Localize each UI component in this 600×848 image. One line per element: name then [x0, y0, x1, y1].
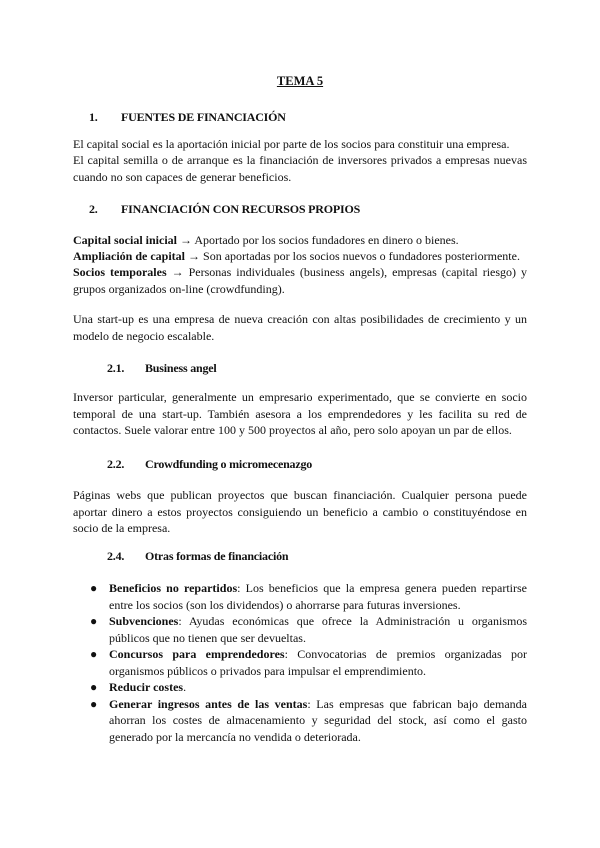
list-item — [73, 696, 527, 746]
list-item-term: Generar ingresos antes de las ventas — [109, 696, 308, 711]
startup-definition: Una start-up es una empresa de nueva creación con altas posibilidades de crecimiento y un modelo de negocio escalable. — [73, 312, 527, 343]
bullet-icon: ● — [90, 581, 98, 595]
subsection-2-1-title: Business angel — [145, 361, 217, 375]
subsection-2-1-heading — [107, 361, 217, 376]
section-2-heading — [89, 202, 360, 217]
list-item-text: : Ayudas económicas que ofrece la Administración u organismos públicos que no tienen que ser devueltas. — [109, 614, 527, 645]
subsection-2-4-title: Otras formas de financiación — [145, 549, 289, 563]
list-item-term: Subvenciones — [109, 614, 179, 628]
subsection-2-2-text: Páginas webs que publican proyectos que buscan financiación. Cualquier persona puede aportar dinero a estos proyectos consiguiendo un beneficio a cambio o constituyéndose en socio de la empresa. — [73, 488, 527, 535]
subsection-2-4-number: 2.4. — [107, 549, 125, 563]
subsection-2-1-text: Inversor particular, generalmente un empresario experimentado, que se convierte en socio temporal de una start-up. También asesora a los emprendedores y les facilita su red de contactos. Suele valorar entre 100 y 500 proyectos al año, pero solo apoyan un par de ellos. — [73, 390, 527, 437]
section-1-number: 1. — [89, 110, 98, 124]
resource-arrow: → — [177, 233, 195, 247]
subsection-2-4-heading — [107, 549, 288, 564]
bullet-icon: ● — [90, 647, 98, 661]
page-title: TEMA 5 — [276, 74, 324, 88]
resource-arrow: → — [166, 265, 189, 279]
bullet-icon: ● — [90, 696, 98, 711]
list-item — [73, 646, 527, 679]
list-item-term: Concursos para emprendedores — [109, 647, 285, 661]
resource-text: Son aportadas por los socios nuevos o fundadores posteriormente. — [203, 249, 520, 263]
subsection-2-1-number: 2.1. — [107, 361, 125, 375]
resource-arrow: → — [185, 249, 204, 263]
list-item — [73, 679, 527, 696]
resource-item — [73, 232, 527, 249]
list-item — [73, 613, 527, 646]
section-1-title: FUENTES DE FINANCIACIÓN — [121, 110, 286, 124]
bullet-icon: ● — [90, 680, 98, 694]
section-1-paragraph-1: El capital social es la aportación inicial por parte de los socios para constituir una empresa. — [73, 137, 510, 151]
list-item-term: Beneficios no repartidos — [109, 581, 238, 595]
resource-item — [73, 264, 527, 297]
bullet-icon: ● — [90, 614, 98, 628]
section-2-title: FINANCIACIÓN CON RECURSOS PROPIOS — [121, 202, 361, 216]
list-item-term: Reducir costes — [109, 680, 184, 694]
resource-text: Aportado por los socios fundadores en dinero o bienes. — [194, 233, 459, 247]
resource-term: Ampliación de capital — [73, 249, 186, 263]
list-item — [73, 580, 527, 613]
subsection-2-2-title: Crowdfunding o micromecenazgo — [145, 457, 313, 471]
list-item-text: . — [183, 680, 187, 694]
resource-term: Capital social inicial — [73, 233, 178, 247]
section-2-number: 2. — [89, 202, 98, 216]
section-1-heading — [89, 110, 286, 125]
resource-term: Socios temporales — [73, 265, 167, 279]
financing-forms-list — [73, 580, 527, 745]
resource-text: Personas individuales (business angels), empresas (capital riesgo) y grupos organizados on-line (crowdfunding). — [73, 265, 528, 296]
list-item-text: : Los beneficios que la empresa genera pueden repartirse entre los socios (son los dividendos) o ahorrarse para futuras inversiones. — [109, 581, 527, 612]
list-item-text: : Convocatorias de premios organizadas por organismos públicos o privados para impulsar el emprendimiento. — [109, 647, 527, 678]
subsection-2-2-number: 2.2. — [107, 457, 125, 471]
section-1-paragraph-2: El capital semilla o de arranque es la financiación de inversores privados a empresas nuevas cuando no son capaces de generar beneficios. — [73, 153, 527, 184]
list-item-text: : Las empresas que fabrican bajo demanda ahorran los costes de almacenamiento y seguridad del stock, así como el gasto generado por la mercancía no vendida o deteriorada. — [109, 696, 527, 744]
subsection-2-2-heading — [107, 457, 312, 472]
resource-item — [73, 248, 527, 265]
